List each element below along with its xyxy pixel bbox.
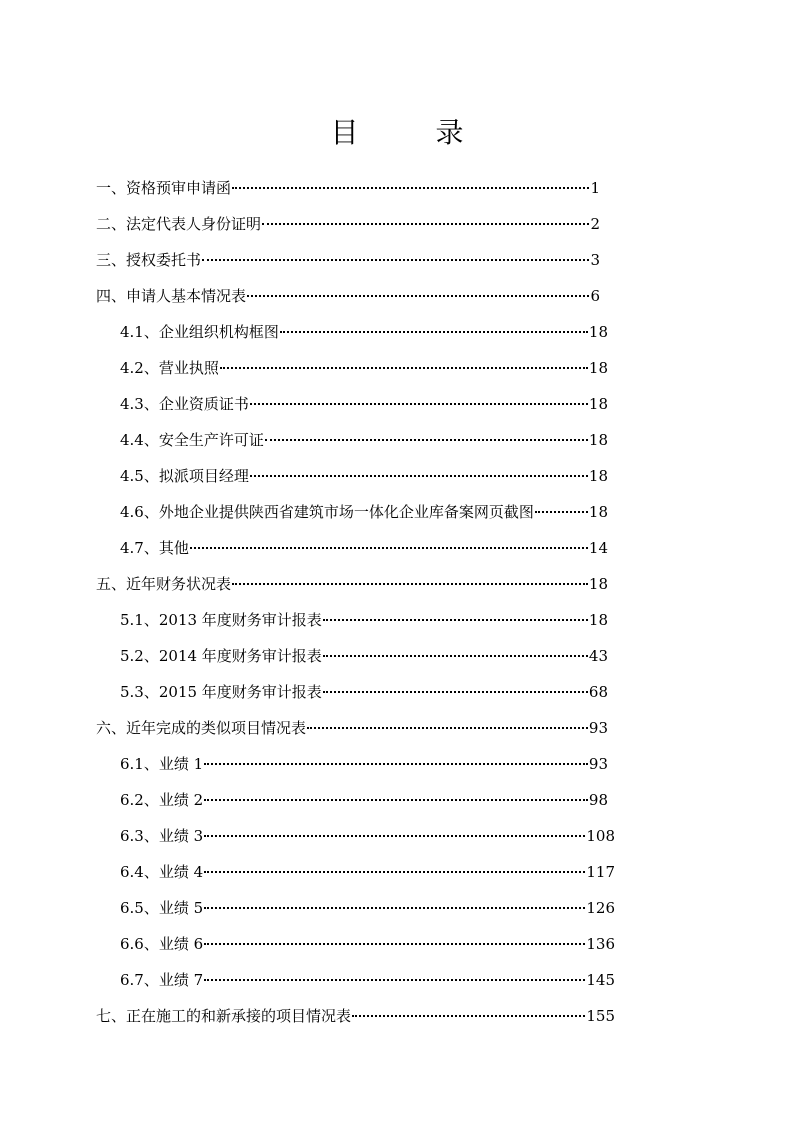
toc-entry-label: 6.5、业绩 5 [120, 899, 204, 917]
toc-entry-label: 6.4、业绩 4 [120, 863, 204, 881]
toc-leader-dots [204, 979, 585, 981]
toc-leader-dots [280, 331, 588, 333]
toc-entry-label: 4.6、外地企业提供陕西省建筑市场一体化企业库备案网页截图 [120, 503, 534, 521]
toc-entry-page-number: 18 [588, 323, 608, 341]
toc-entry[interactable] [120, 390, 608, 418]
toc-entry[interactable] [120, 786, 608, 814]
toc-entry-label: 4.7、其他 [120, 539, 189, 557]
toc-entry-label: 4.4、安全生产许可证 [120, 431, 264, 449]
toc-entry-page-number: 136 [586, 935, 615, 953]
toc-leader-dots [220, 367, 588, 369]
toc-entry[interactable] [96, 282, 600, 310]
toc-entry-page-number: 18 [588, 359, 608, 377]
toc-entry-label: 6.2、业绩 2 [120, 791, 204, 809]
toc-entry-label: 5.2、2014 年度财务审计报表 [120, 647, 322, 665]
toc-leader-dots [265, 439, 588, 441]
toc-entry[interactable] [120, 858, 615, 886]
toc-entry-page-number: 126 [586, 899, 615, 917]
toc-entry-label: 6.1、业绩 1 [120, 755, 204, 773]
toc-leader-dots [352, 1015, 585, 1017]
toc-entry[interactable] [120, 426, 608, 454]
toc-entry-page-number: 145 [586, 971, 615, 989]
toc-entry-page-number: 43 [588, 647, 608, 665]
toc-entry[interactable] [120, 498, 608, 526]
toc-entry-label: 二、法定代表人身份证明 [96, 215, 262, 233]
toc-entry-label: 6.6、业绩 6 [120, 935, 204, 953]
toc-entry[interactable] [120, 462, 608, 490]
toc-entry-label: 4.5、拟派项目经理 [120, 467, 249, 485]
toc-leader-dots [204, 835, 585, 837]
toc-leader-dots [204, 799, 588, 801]
toc-entry-page-number: 1 [590, 179, 600, 197]
toc-entry-label: 5.3、2015 年度财务审计报表 [120, 683, 322, 701]
toc-entry-page-number: 18 [588, 575, 608, 593]
toc-entry-page-number: 18 [588, 467, 608, 485]
toc-leader-dots [204, 943, 585, 945]
toc-entry-label: 6.3、业绩 3 [120, 827, 204, 845]
toc-entry-page-number: 14 [588, 539, 608, 557]
toc-entry-label: 五、近年财务状况表 [96, 575, 232, 593]
toc-entry-label: 四、申请人基本情况表 [96, 287, 247, 305]
toc-leader-dots [232, 187, 589, 189]
toc-entry-page-number: 155 [586, 1007, 615, 1025]
toc-entry[interactable] [96, 246, 600, 274]
toc-leader-dots [204, 907, 585, 909]
toc-leader-dots [323, 655, 588, 657]
toc-leader-dots [307, 727, 588, 729]
toc-leader-dots [190, 547, 588, 549]
toc-entry-page-number: 108 [586, 827, 615, 845]
page-title: 目 录 [330, 115, 498, 149]
toc-entry[interactable] [120, 534, 608, 562]
toc-entry-label: 4.3、企业资质证书 [120, 395, 249, 413]
toc-leader-dots [323, 691, 588, 693]
toc-leader-dots [202, 259, 589, 261]
toc-entry[interactable] [120, 606, 608, 634]
toc-entry[interactable] [120, 318, 608, 346]
toc-entry[interactable] [96, 174, 600, 202]
toc-leader-dots [204, 763, 588, 765]
toc-entry-page-number: 117 [586, 863, 615, 881]
toc-leader-dots [323, 619, 588, 621]
toc-entry[interactable] [96, 1002, 615, 1030]
toc-entry[interactable] [96, 210, 600, 238]
toc-entry-label: 一、资格预审申请函 [96, 179, 232, 197]
toc-leader-dots [250, 403, 588, 405]
toc-entry-page-number: 18 [588, 431, 608, 449]
toc-leader-dots [232, 583, 588, 585]
toc-entry-label: 5.1、2013 年度财务审计报表 [120, 611, 322, 629]
toc-leader-dots [250, 475, 588, 477]
toc-entry-page-number: 18 [588, 395, 608, 413]
toc-entry-label: 六、近年完成的类似项目情况表 [96, 719, 307, 737]
toc-entry[interactable] [120, 678, 608, 706]
toc-entry-page-number: 18 [588, 611, 608, 629]
toc-entry-page-number: 93 [588, 719, 608, 737]
toc-entry-page-number: 18 [588, 503, 608, 521]
toc-entry[interactable] [96, 714, 608, 742]
toc-entry[interactable] [120, 642, 608, 670]
toc-leader-dots [204, 871, 585, 873]
toc-entry[interactable] [96, 570, 608, 598]
toc-entry-label: 七、正在施工的和新承接的项目情况表 [96, 1007, 352, 1025]
toc-entry[interactable] [120, 930, 615, 958]
toc-entry[interactable] [120, 354, 608, 382]
toc-entry-page-number: 2 [590, 215, 600, 233]
toc-entry-label: 4.2、营业执照 [120, 359, 219, 377]
toc-leader-dots [535, 511, 588, 513]
toc-entry-page-number: 6 [590, 287, 600, 305]
toc-leader-dots [262, 223, 589, 225]
toc-entry-page-number: 68 [588, 683, 608, 701]
toc-entry[interactable] [120, 822, 615, 850]
toc-entry[interactable] [120, 750, 608, 778]
toc-entry[interactable] [120, 894, 615, 922]
toc-entry-page-number: 3 [590, 251, 600, 269]
toc-entry-label: 6.7、业绩 7 [120, 971, 204, 989]
toc-entry[interactable] [120, 966, 615, 994]
toc-entry-page-number: 98 [588, 791, 608, 809]
toc-entry-label: 4.1、企业组织机构框图 [120, 323, 279, 341]
toc-entry-page-number: 93 [588, 755, 608, 773]
toc-entry-label: 三、授权委托书 [96, 251, 202, 269]
toc-leader-dots [247, 295, 589, 297]
